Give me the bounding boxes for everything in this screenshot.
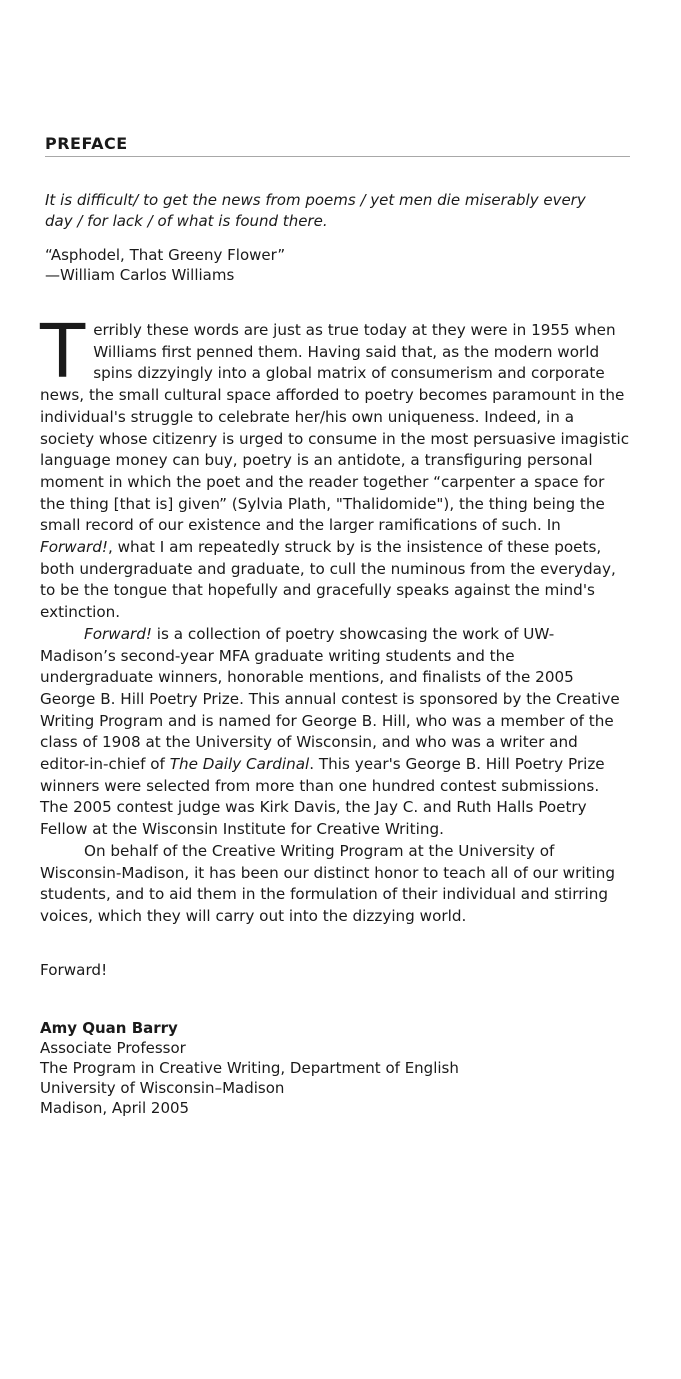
paragraph-3: On behalf of the Creative Writing Program at the University of Wisconsin-Madison, it has been our distinct honor to teach all of our writing students, and to aid them in the formulation of their individual and stirring voices, which they will carry out into the dizzying world. — [40, 841, 615, 925]
signature-place-date: Madison, April 2005 — [40, 1099, 190, 1117]
paragraph-1 — [40, 309, 630, 624]
paragraph-1-text-a: erribly these words are just as true today at they were in 1955 when Williams first penned them. Having said that, as the modern world spins dizzyingly into a global matrix of consumerism and corporate news, the small cultural space afforded to poetry becomes paramount in the individual's struggle to celebrate her/his own uniqueness. Indeed, in a society whose citizenry is urged to consume in the most persuasive imagistic language money can buy, poetry is an antidote, a transfiguring personal moment in which the poet and the reader together “carpenter a space for the thing [that is] given” (Sylvia Plath, "Thalidomide"), the thing being the small record of our existence and the larger ramifications of such. In — [40, 321, 630, 535]
epigraph-quote: It is difficult/ to get the news from poems / yet men die miserably every day / for lack / of what is found there. — [45, 191, 586, 230]
drop-cap: T — [40, 309, 86, 395]
closing-line: Forward! — [40, 961, 108, 979]
page-heading: PREFACE — [45, 134, 128, 153]
paragraph-2-text-d: . This year's George B. Hill Poetry Prize winners were selected from more than one hundred contest submissions. The 2005 contest judge was Kirk Davis, the Jay C. and Ruth Halls Poetry Fellow at the Wisconsin Institute for Creative Writing. — [40, 755, 605, 839]
epigraph-source — [45, 245, 605, 285]
signature-title: Associate Professor — [40, 1039, 186, 1057]
heading-rule — [45, 156, 630, 157]
paragraph-2-text-b: is a collection of poetry showcasing the work of UW-Madison’s second-year MFA graduate writing students and the undergraduate winners, honorable mentions, and finalists of the 2005 George B. Hill Poetry Prize. This annual contest is sponsored by the Creative Writing Program and is named for George B. Hill, who was a member of the class of 1908 at the University of Wisconsin, and who was a writer and editor-in-chief of — [40, 624, 620, 774]
paragraph-1-text-c: , what I am repeatedly struck by is the insistence of these poets, both undergraduate and graduate, to cull the numinous from the everyday, to be the tongue that hopefully and gracefully speaks against the mind's extinction. — [40, 538, 616, 622]
paragraph-2 — [40, 624, 630, 841]
signature-name: Amy Quan Barry — [40, 1019, 178, 1037]
paragraph-2-italic-newspaper: The Daily Cardinal — [169, 755, 310, 774]
signature-university: University of Wisconsin–Madison — [40, 1079, 285, 1097]
paragraph-1-italic: Forward! — [40, 538, 108, 557]
preface-body — [40, 309, 630, 928]
epigraph-author: —William Carlos Williams — [45, 266, 235, 284]
epigraph-title: “Asphodel, That Greeny Flower” — [45, 246, 286, 264]
paragraph-2-italic-title: Forward! — [84, 624, 152, 643]
signature-block — [40, 1018, 459, 1118]
signature-program: The Program in Creative Writing, Department of English — [40, 1059, 459, 1077]
